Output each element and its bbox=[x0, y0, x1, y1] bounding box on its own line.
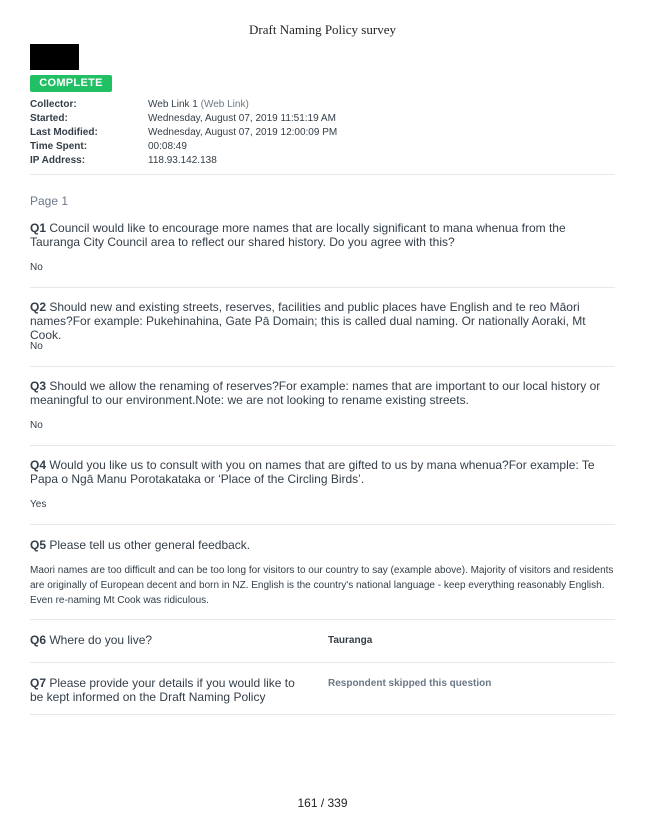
divider bbox=[30, 619, 615, 620]
divider bbox=[30, 714, 615, 715]
meta-value: Web Link 1 (Web Link) bbox=[148, 99, 249, 111]
meta-label: Collector: bbox=[30, 99, 77, 111]
page-label: Page 1 bbox=[30, 194, 69, 208]
meta-row-last-modified bbox=[30, 126, 615, 140]
question-5 bbox=[30, 538, 615, 552]
meta-value: 00:08:49 bbox=[148, 140, 187, 152]
meta-label: IP Address: bbox=[30, 154, 86, 166]
document-title: Draft Naming Policy survey bbox=[249, 22, 396, 37]
answer-1: No bbox=[30, 262, 43, 273]
meta-label: Last Modified: bbox=[30, 126, 98, 138]
divider bbox=[30, 174, 615, 175]
divider bbox=[30, 445, 615, 446]
question-text: Q3 Should we allow the renaming of reserves?For example: names that are important to our local history or meaningful to our environment.Note: we are not looking to rename existing streets. bbox=[30, 379, 601, 407]
meta-row-time-spent bbox=[30, 139, 615, 153]
meta-label: Started: bbox=[30, 113, 68, 125]
question-7: Q7 Please provide your details if you would like to be kept informed on the Draft Naming Policy bbox=[30, 676, 295, 704]
meta-row-ip-address bbox=[30, 153, 615, 167]
meta-value: 118.93.142.138 bbox=[148, 154, 217, 166]
answer-5: Maori names are too difficult and can be too long for visitors to our country to say (example above). Majority of visitors and residents are originally of European decent and born in NZ. English is the country's national language - keep everything reasonably English. Even re-naming Mt Cook was ridiculous. bbox=[30, 565, 614, 606]
answer-2: No bbox=[30, 341, 43, 352]
answer-6: Tauranga bbox=[328, 635, 373, 646]
question-2 bbox=[30, 300, 615, 342]
divider bbox=[30, 524, 615, 525]
meta-row-started bbox=[30, 112, 615, 126]
redacted-block bbox=[30, 44, 79, 70]
answer-7: Respondent skipped this question bbox=[328, 678, 492, 689]
answer-3: No bbox=[30, 420, 43, 431]
question-4 bbox=[30, 458, 615, 486]
divider bbox=[30, 662, 615, 663]
meta-value: Wednesday, August 07, 2019 12:00:09 PM bbox=[148, 126, 338, 138]
divider bbox=[30, 366, 615, 367]
response-metadata bbox=[30, 98, 615, 167]
answer-4: Yes bbox=[30, 499, 47, 510]
status-badge: COMPLETE bbox=[30, 75, 112, 92]
meta-label: Time Spent: bbox=[30, 140, 88, 152]
question-text: Q2 Should new and existing streets, reserves, facilities and public places have English and te reo Māori names?For example: Pukehinahina, Gate Pā Domain; this is called dual naming. Or nationally Aoraki, Mt Cook. bbox=[30, 300, 586, 342]
question-text: Q1 Council would like to encourage more names that are locally significant to mana whenua from the Tauranga City Council area to reflect our shared history. Do you agree with this? bbox=[30, 221, 566, 249]
page-number: 161 / 339 bbox=[297, 796, 348, 810]
question-6: Q6 Where do you live? bbox=[30, 633, 153, 647]
question-3 bbox=[30, 379, 615, 407]
question-text: Q4 Would you like us to consult with you on names that are gifted to us by mana whenua?For example: Te Papa o Ngā Manu Porotakataka or ‘Place of the Circling Birds’. bbox=[30, 458, 595, 486]
question-text: Q5 Please tell us other general feedback. bbox=[30, 538, 251, 552]
meta-row-collector bbox=[30, 98, 615, 112]
question-1 bbox=[30, 221, 615, 249]
meta-value: Wednesday, August 07, 2019 11:51:19 AM bbox=[148, 113, 336, 125]
divider bbox=[30, 287, 615, 288]
